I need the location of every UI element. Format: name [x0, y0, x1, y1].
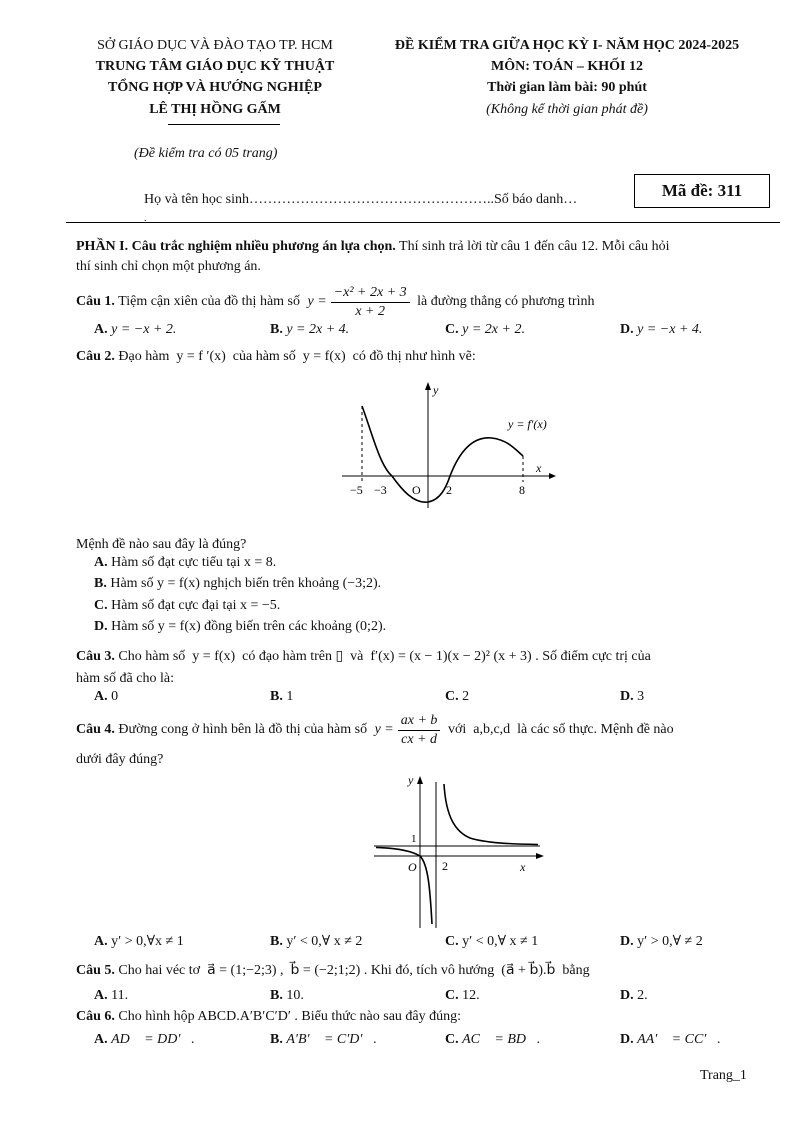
q4-letter-c: C.	[445, 934, 459, 949]
q2-graph	[332, 378, 572, 510]
q6-option-b[interactable]	[270, 1032, 377, 1048]
q1-d-text: y = −x + 4.	[637, 322, 703, 337]
q4-option-c[interactable]	[445, 933, 538, 950]
exam-subject: MÔN: TOÁN – KHỐI 12	[491, 59, 643, 74]
q4-left-branch	[376, 848, 432, 925]
q2-xlabel: x	[536, 461, 542, 475]
page-number: Trang_1	[700, 1068, 747, 1083]
q5-label: Câu 5.	[76, 963, 115, 978]
q6-label: Câu 6.	[76, 1009, 115, 1024]
question-2	[76, 349, 758, 365]
pages-note: (Đề kiểm tra có 05 trang)	[134, 146, 278, 161]
q4-option-d[interactable]	[620, 933, 703, 950]
q1-tail: là đường thẳng có phương trình	[413, 294, 595, 309]
q2-text: Đạo hàm y = f ′(x) của hàm số y = f(x) có đồ thị như hình vẽ:	[114, 349, 476, 364]
q6-option-d[interactable]	[620, 1032, 721, 1048]
header-separator	[66, 222, 780, 223]
q4-y-arrow	[417, 776, 423, 784]
school-center-2: TỔNG HỢP VÀ HƯỚNG NGHIỆP	[108, 80, 322, 95]
q2-y-arrow	[425, 382, 431, 390]
q3-b-text: 1	[286, 689, 294, 704]
part1-instruction	[76, 239, 758, 255]
q1-letter-a: A.	[94, 322, 108, 337]
q2-option-c[interactable]	[94, 598, 280, 614]
q4-xlabel: x	[520, 860, 526, 874]
q1-denominator: x + 2	[355, 303, 385, 319]
q5-option-a[interactable]	[94, 988, 128, 1004]
q6-option-c[interactable]	[445, 1032, 540, 1048]
q1-letter-b: B.	[270, 322, 283, 337]
q4-text-2: dưới đây đúng?	[76, 752, 164, 767]
q1-label: Câu 1.	[76, 294, 115, 309]
q4-label: Câu 4.	[76, 722, 115, 737]
q2-tick-minus3: −3	[374, 483, 387, 497]
q2-letter-b: B.	[94, 576, 107, 591]
school-center: TRUNG TÂM GIÁO DỤC KỸ THUẬT	[95, 59, 335, 74]
question-3	[76, 648, 758, 665]
q2-option-b[interactable]	[94, 576, 381, 592]
q2-option-a[interactable]	[94, 555, 276, 571]
q2-tick-8: 8	[519, 483, 525, 497]
q2-tick-origin: O	[412, 483, 421, 497]
q4-x-arrow	[536, 853, 544, 859]
school-dept: SỞ GIÁO DỤC VÀ ĐÀO TẠO TP. HCM	[97, 38, 333, 53]
q5-letter-b: B.	[270, 988, 283, 1003]
q4-a-text: y′ > 0,∀x ≠ 1	[111, 934, 184, 949]
exam-title: ĐỀ KIỂM TRA GIỮA HỌC KỲ I- NĂM HỌC 2024-2025	[394, 38, 740, 53]
exam-code-box	[634, 174, 770, 208]
q3-letter-b: B.	[270, 689, 283, 704]
q4-letter-a: A.	[94, 934, 108, 949]
q6-option-a[interactable]	[94, 1032, 195, 1048]
part1-instr: Thí sinh trả lời từ câu 1 đến câu 12. Mỗi câu hỏi	[395, 239, 670, 254]
q4-option-b[interactable]	[270, 933, 362, 950]
q6-letter-a: A.	[94, 1032, 108, 1047]
q6-c-text: AC⃗ = BD⃗.	[462, 1032, 541, 1047]
q4-text: Đường cong ở hình bên là đồ thị của hàm số	[114, 722, 371, 737]
q3-d-text: 3	[637, 689, 645, 704]
q3-letter-c: C.	[445, 689, 459, 704]
q3-option-c[interactable]	[445, 689, 469, 705]
q1-option-b[interactable]	[270, 322, 349, 338]
q6-a-text: AD⃗ = DD′⃗.	[111, 1032, 195, 1047]
q3-label: Câu 3.	[76, 649, 115, 664]
q2-tick-minus5: −5	[350, 483, 363, 497]
q3-option-a[interactable]	[94, 689, 118, 705]
school-name: LÊ THỊ HỒNG GẤM	[149, 102, 281, 117]
q2-ylabel: y	[433, 383, 439, 397]
question-5	[76, 962, 758, 979]
q1-a-text: y = −x + 2.	[111, 322, 177, 337]
q3-letter-a: A.	[94, 689, 108, 704]
q4-tick-2: 2	[442, 859, 448, 873]
q6-d-text: AA′⃗ = CC′⃗.	[637, 1032, 721, 1047]
q4-d-text: y′ > 0,∀ ≠ 2	[637, 934, 703, 949]
q1-numerator: −x² + 2x + 3	[331, 284, 410, 303]
q1-letter-d: D.	[620, 322, 634, 337]
q3-c-text: 2	[462, 689, 470, 704]
q1-letter-c: C.	[445, 322, 459, 337]
q6-letter-b: B.	[270, 1032, 283, 1047]
q1-option-d[interactable]	[620, 322, 702, 338]
q5-d-text: 2.	[637, 988, 648, 1003]
q2-option-d[interactable]	[94, 619, 386, 635]
q6-b-text: A′B′⃗ = C′D′⃗.	[286, 1032, 377, 1047]
part1-instruction-2: thí sinh chỉ chọn một phương án.	[76, 259, 261, 274]
q5-option-b[interactable]	[270, 988, 304, 1004]
q3-option-d[interactable]	[620, 689, 644, 705]
q5-b-text: 10.	[286, 988, 304, 1003]
q4-tick-origin: O	[408, 860, 417, 874]
exam-duration-note: (Không kể thời gian phát đề)	[486, 102, 648, 117]
q4-y: y =	[374, 722, 394, 737]
q2-curve-label: y = f′(x)	[508, 417, 547, 431]
q4-numerator: ax + b	[398, 712, 441, 731]
q6-letter-c: C.	[445, 1032, 459, 1047]
q1-text: Tiệm cận xiên của đồ thị hàm số	[114, 294, 304, 309]
q2-prompt: Mệnh đề nào sau đây là đúng?	[76, 537, 247, 552]
q5-a-text: 11.	[111, 988, 129, 1003]
q1-option-a[interactable]	[94, 322, 176, 338]
q4-letter-d: D.	[620, 934, 634, 949]
q5-letter-a: A.	[94, 988, 108, 1003]
q2-letter-d: D.	[94, 619, 108, 634]
q1-option-c[interactable]	[445, 322, 525, 338]
q5-letter-c: C.	[445, 988, 459, 1003]
q3-text: Cho hàm số y = f(x) có đạo hàm trên ▯ và f′(x) = (x − 1)(x − 2)² (x + 3) . Số điểm cực trị của	[114, 649, 651, 664]
q5-letter-d: D.	[620, 988, 634, 1003]
q5-text: Cho hai véc tơ a⃗ = (1;−2;3) , b⃗ = (−2;1;2) . Khi đó, tích vô hướng (a⃗ + b⃗).b⃗ bằng	[114, 963, 590, 978]
school-underline	[168, 124, 280, 125]
q5-option-c[interactable]	[445, 988, 480, 1004]
q5-c-text: 12.	[462, 988, 480, 1003]
question-6	[76, 1009, 758, 1025]
q4-tail: với a,b,c,d là các số thực. Mệnh đề nào	[444, 722, 674, 737]
q2-letter-c: C.	[94, 598, 108, 613]
part1-title: PHẦN I. Câu trắc nghiệm nhiều phương án lựa chọn.	[76, 239, 396, 254]
q3-letter-d: D.	[620, 689, 634, 704]
q4-b-text: y′ < 0,∀ x ≠ 2	[286, 934, 363, 949]
q4-denominator: cx + d	[401, 731, 438, 747]
q2-c-text: Hàm số đạt cực đại tại x = −5.	[111, 598, 281, 613]
q3-text-2: hàm số đã cho là:	[76, 671, 174, 686]
q3-option-b[interactable]	[270, 689, 293, 705]
exam-duration: Thời gian làm bài: 90 phút	[487, 80, 647, 95]
q6-text: Cho hình hộp ABCD.A′B′C′D′ . Biểu thức nào sau đây đúng:	[114, 1009, 462, 1024]
q2-label: Câu 2.	[76, 349, 115, 364]
q2-letter-a: A.	[94, 555, 108, 570]
q4-option-a[interactable]	[94, 933, 184, 950]
q4-fraction	[398, 712, 441, 749]
q4-ylabel: y	[408, 773, 414, 787]
q4-right-branch	[444, 784, 538, 845]
q2-tick-2: 2	[446, 483, 452, 497]
q1-fraction	[331, 284, 410, 321]
q4-tick-1: 1	[411, 833, 417, 845]
stray-dot: .	[144, 213, 147, 224]
exam-code: Mã đề: 311	[661, 181, 743, 200]
question-1	[76, 282, 758, 322]
q4-graph	[370, 770, 550, 930]
q4-letter-b: B.	[270, 934, 283, 949]
q2-x-arrow	[549, 473, 556, 479]
q2-a-text: Hàm số đạt cực tiểu tại x = 8.	[111, 555, 277, 570]
question-4	[76, 710, 758, 750]
q2-d-text: Hàm số y = f(x) đồng biến trên các khoảng (0;2).	[111, 619, 387, 634]
q6-letter-d: D.	[620, 1032, 634, 1047]
q4-c-text: y′ < 0,∀ x ≠ 1	[462, 934, 539, 949]
q1-y: y =	[307, 294, 327, 309]
student-info-line: Họ và tên học sinh……………………………………………..Số báo danh…	[144, 192, 578, 207]
q1-b-text: y = 2x + 4.	[286, 322, 350, 337]
q5-option-d[interactable]	[620, 988, 648, 1004]
q3-a-text: 0	[111, 689, 119, 704]
q1-c-text: y = 2x + 2.	[462, 322, 525, 337]
q2-b-text: Hàm số y = f(x) nghịch biến trên khoảng (−3;2).	[110, 576, 382, 591]
